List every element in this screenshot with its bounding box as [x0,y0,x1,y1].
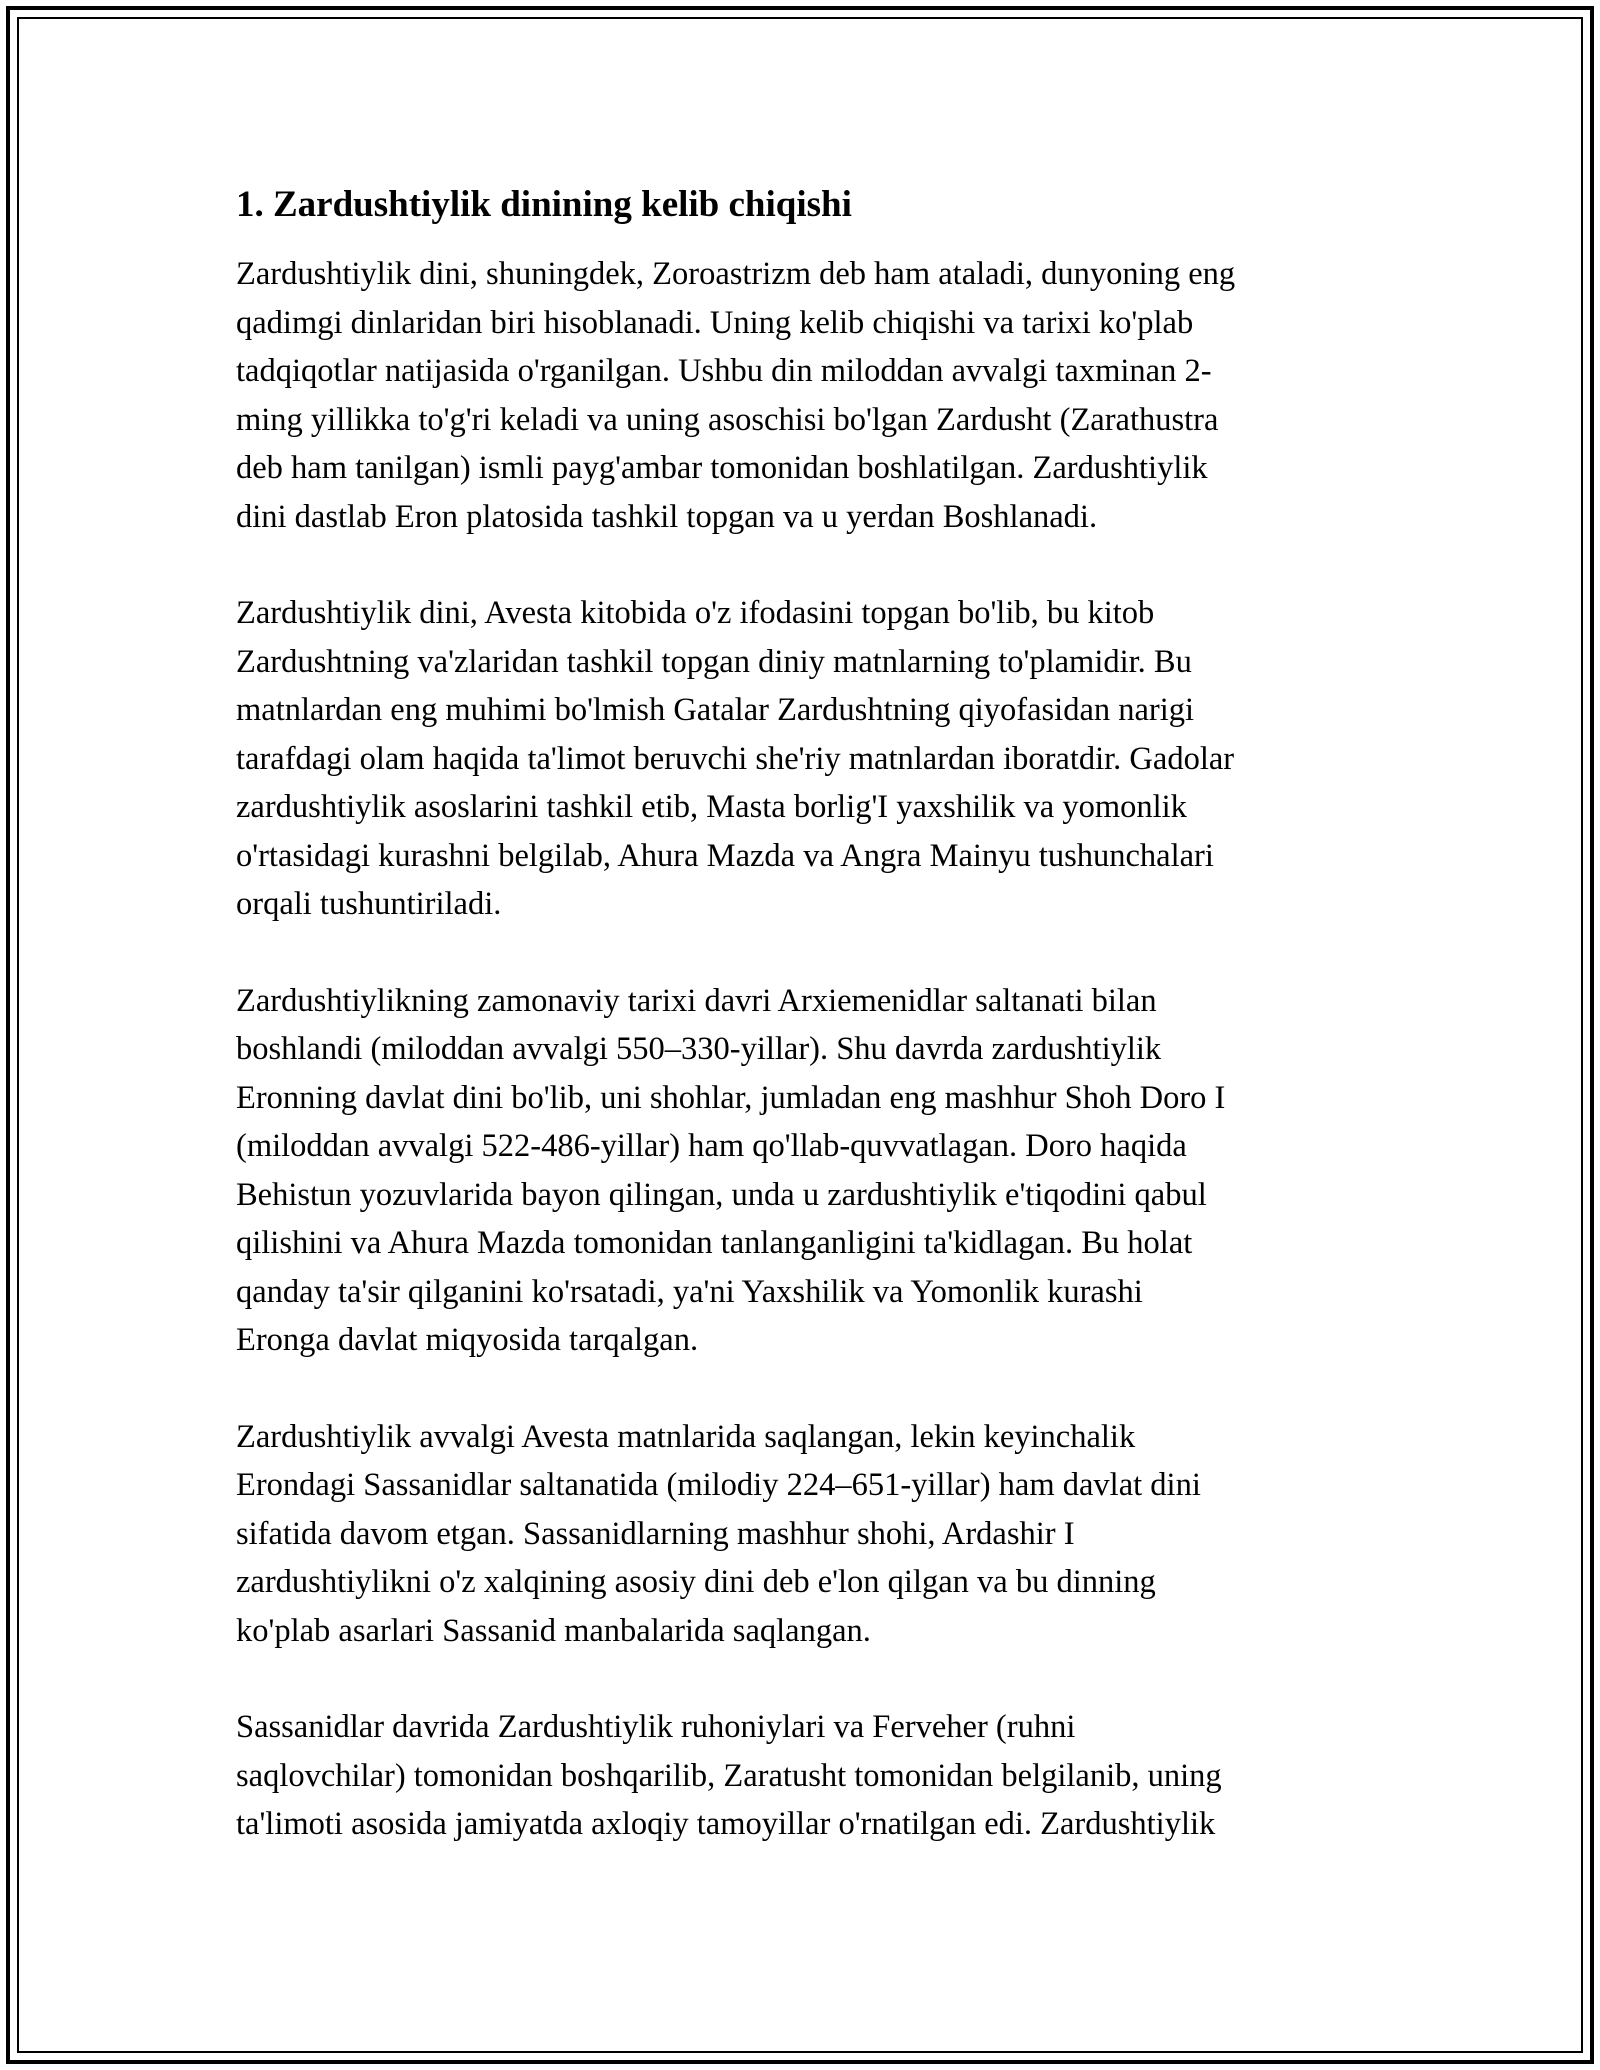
text-line: tadqiqotlar natijasida o'rganilgan. Ushbu din miloddan avvalgi taxminan 2- [236,353,1212,389]
text-line: zardushtiylikni o'z xalqining asosiy dini deb e'lon qilgan va bu dinning [236,1564,1156,1600]
paragraph [236,589,1366,929]
text-line: matnlardan eng muhimi bo'lmish Gatalar Zardushtning qiyofasidan narigi [236,692,1195,728]
text-line: ta'limoti asosida jamiyatda axloqiy tamoyillar o'rnatilgan edi. Zardushtiylik [236,1806,1216,1842]
text-line: Eronning davlat dini bo'lib, uni shohlar, jumladan eng mashhur Shoh Doro I [236,1079,1226,1116]
text-line: boshlandi (miloddan avvalgi 550–330-yillar). Shu davrda zardushtiylik [236,1031,1162,1067]
paragraph [236,250,1366,541]
text-line: Eronga davlat miqyosida tarqalgan. [236,1322,699,1358]
text-line: Zardushtiylikning zamonaviy tarixi davri Arxiemenidlar saltanati bilan [236,982,1157,1019]
text-line: Zardushtiylik avvalgi Avesta matnlarida saqlangan, lekin keyinchalik [236,1418,1136,1455]
text-line: Zardushtiylik dini, Avesta kitobida o'z ifodasini topgan bo'lib, bu kitob [236,595,1155,631]
text-line: qilishini va Ahura Mazda tomonidan tanlanganligini ta'kidlagan. Bu holat [236,1225,1193,1261]
text-line: Zardushtning va'zlaridan tashkil topgan diniy matnlarning to'plamidir. Bu [236,643,1192,680]
text-line: Behistun yozuvlarida bayon qilingan, unda u zardushtiylik e'tiqodini qabul [236,1176,1207,1213]
text-line: sifatida davom etgan. Sassanidlarning mashhur shohi, Ardashir I [236,1515,1075,1552]
text-line: o'rtasidagi kurashni belgilab, Ahura Mazda va Angra Mainyu tushunchalari [236,837,1214,874]
paragraph [236,977,1366,1365]
paragraph [236,1413,1366,1656]
paragraph [236,1703,1366,1849]
section-heading: 1. Zardushtiylik dinining kelib chiqishi [236,184,852,225]
text-line: dini dastlab Eron platosida tashkil topgan va u yerdan Boshlanadi. [236,498,1098,535]
paragraph-list [236,250,1366,1849]
text-line: saqlovchilar) tomonidan boshqarilib, Zaratusht tomonidan belgilanib, uning [236,1757,1222,1794]
text-line: qadimgi dinlaridan biri hisoblanadi. Uning kelib chiqishi va tarixi ko'plab [236,304,1194,341]
text-line: orqali tushuntiriladi. [236,886,502,922]
text-line: Erondagi Sassanidlar saltanatida (milodiy 224–651-yillar) ham davlat dini [236,1467,1201,1503]
text-line: qanday ta'sir qilganini ko'rsatadi, ya'ni Yaxshilik va Yomonlik kurashi [236,1273,1143,1310]
text-line: tarafdagi olam haqida ta'limot beruvchi she'riy matnlardan iboratdir. Gadolar [236,740,1235,777]
text-line: deb ham tanilgan) ismli payg'ambar tomonidan boshlatilgan. Zardushtiylik [236,450,1208,486]
text-line: ko'plab asarlari Sassanid manbalarida saqlangan. [236,1612,871,1649]
text-line: (miloddan avvalgi 522-486-yillar) ham qo'llab-quvvatlagan. Doro haqida [236,1128,1187,1164]
text-line: ming yillikka to'g'ri keladi va uning asoschisi bo'lgan Zardusht (Zarathustra [236,401,1219,438]
text-line: Zardushtiylik dini, shuningdek, Zoroastrizm deb ham ataladi, dunyoning eng [236,256,1236,292]
text-line: Sassanidlar davrida Zardushtiylik ruhoniylari va Ferveher (ruhni [236,1709,1076,1745]
text-line: zardushtiylik asoslarini tashkil etib, Masta borlig'I yaxshilik va yomonlik [236,789,1187,825]
document-body [236,182,1366,1897]
